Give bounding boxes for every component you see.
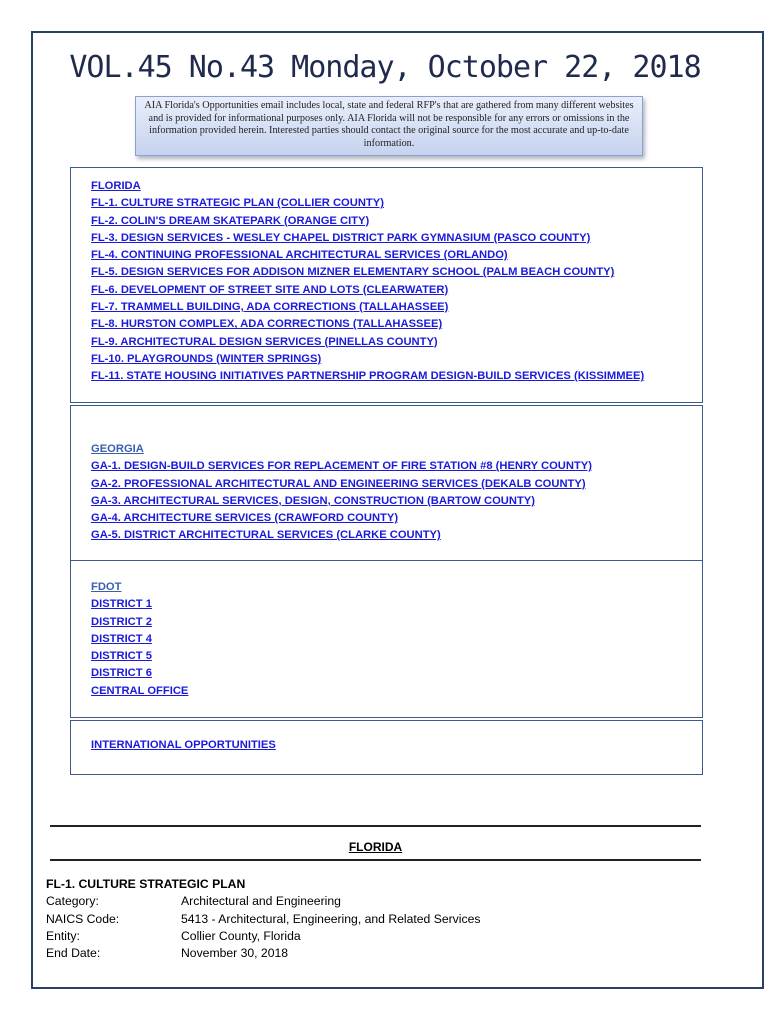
toc-link-ga-4[interactable]: GA-4. ARCHITECTURE SERVICES (CRAWFORD COUNTY) (91, 512, 399, 525)
toc-link-fdot-district-4[interactable]: DISTRICT 4 (91, 632, 152, 645)
toc-link-fl-3[interactable]: FL-3. DESIGN SERVICES - WESLEY CHAPEL DISTRICT PARK GYMNASIUM (PASCO COUNTY) (91, 231, 591, 244)
toc-heading-georgia[interactable]: GEORGIA (91, 443, 144, 455)
toc-link-fl-11[interactable]: FL-11. STATE HOUSING INITIATIVES PARTNERSHIP PROGRAM DESIGN-BUILD SERVICES (KISSIMMEE) (91, 370, 645, 383)
record-label: End Date: (46, 946, 101, 961)
toc-heading-fdot[interactable]: FDOT (91, 581, 122, 593)
toc-link-ga-3[interactable]: GA-3. ARCHITECTURAL SERVICES, DESIGN, CONSTRUCTION (BARTOW COUNTY) (91, 494, 535, 507)
toc-link-international[interactable]: INTERNATIONAL OPPORTUNITIES (91, 739, 276, 751)
toc-link-fl-5[interactable]: FL-5. DESIGN SERVICES FOR ADDISON MIZNER ELEMENTARY SCHOOL (PALM BEACH COUNTY) (91, 266, 615, 279)
toc-link-fl-4[interactable]: FL-4. CONTINUING PROFESSIONAL ARCHITECTURAL SERVICES (ORLANDO) (91, 249, 508, 262)
record-label: Entity: (46, 928, 80, 943)
record-row-entity (46, 928, 480, 945)
toc-link-fdot-central-office[interactable]: CENTRAL OFFICE (91, 684, 189, 697)
opportunity-record (46, 876, 480, 962)
toc-heading-florida[interactable]: FLORIDA (91, 180, 141, 192)
toc-link-fdot-district-6[interactable]: DISTRICT 6 (91, 667, 152, 680)
toc-link-ga-1[interactable]: GA-1. DESIGN-BUILD SERVICES FOR REPLACEMENT OF FIRE STATION #8 (HENRY COUNTY) (91, 460, 592, 473)
fdot-toc-box (70, 560, 703, 718)
section-title-florida: FLORIDA (348, 840, 403, 854)
section-rule-bottom (50, 859, 701, 861)
record-value: November 30, 2018 (181, 946, 289, 961)
record-value: Collier County, Florida (181, 928, 301, 943)
record-value: Architectural and Engineering (181, 894, 341, 909)
record-label: Category: (46, 894, 99, 909)
international-toc-box (70, 720, 703, 775)
toc-link-fl-2[interactable]: FL-2. COLIN'S DREAM SKATEPARK (ORANGE CITY) (91, 214, 370, 227)
toc-link-fl-10[interactable]: FL-10. PLAYGROUNDS (WINTER SPRINGS) (91, 352, 322, 365)
record-label: NAICS Code: (46, 911, 120, 926)
toc-link-fl-1[interactable]: FL-1. CULTURE STRATEGIC PLAN (COLLIER COUNTY) (91, 197, 384, 210)
toc-link-fl-7[interactable]: FL-7. TRAMMELL BUILDING, ADA CORRECTIONS (TALLAHASSEE) (91, 301, 449, 314)
toc-link-ga-2[interactable]: GA-2. PROFESSIONAL ARCHITECTURAL AND ENGINEERING SERVICES (DEKALB COUNTY) (91, 477, 586, 490)
toc-link-ga-5[interactable]: GA-5. DISTRICT ARCHITECTURAL SERVICES (CLARKE COUNTY) (91, 529, 441, 542)
record-row-end-date (46, 945, 480, 962)
disclaimer-box: AIA Florida's Opportunities email includes local, state and federal RFP's that are gathered from many different websites and is provided for informational purposes only. AIA Florida will not be responsible for any errors or omissions in the information provided herein. Interested parties should contact the original source for the most accurate and up-to-date information. (135, 96, 643, 156)
toc-link-fl-8[interactable]: FL-8. HURSTON COMPLEX, ADA CORRECTIONS (TALLAHASSEE) (91, 318, 443, 331)
record-value: 5413 - Architectural, Engineering, and Related Services (181, 911, 481, 926)
record-title: FL-1. CULTURE STRATEGIC PLAN (46, 877, 246, 891)
international-toc-list (91, 737, 276, 754)
florida-toc-list (91, 178, 644, 386)
toc-link-fl-9[interactable]: FL-9. ARCHITECTURAL DESIGN SERVICES (PINELLAS COUNTY) (91, 335, 438, 348)
georgia-toc-box (70, 405, 703, 560)
section-rule-top (50, 825, 701, 827)
florida-toc-box (70, 167, 703, 403)
fdot-toc-list (91, 579, 188, 700)
toc-link-fdot-district-1[interactable]: DISTRICT 1 (91, 598, 152, 611)
record-row-naics (46, 911, 480, 928)
toc-link-fl-6[interactable]: FL-6. DEVELOPMENT OF STREET SITE AND LOTS (CLEARWATER) (91, 283, 449, 296)
newsletter-headline: VOL.45 No.43 Monday, October 22, 2018 (69, 50, 701, 85)
georgia-toc-list (91, 441, 592, 545)
toc-link-fdot-district-2[interactable]: DISTRICT 2 (91, 615, 152, 628)
toc-link-fdot-district-5[interactable]: DISTRICT 5 (91, 650, 152, 663)
record-row-category (46, 893, 480, 910)
